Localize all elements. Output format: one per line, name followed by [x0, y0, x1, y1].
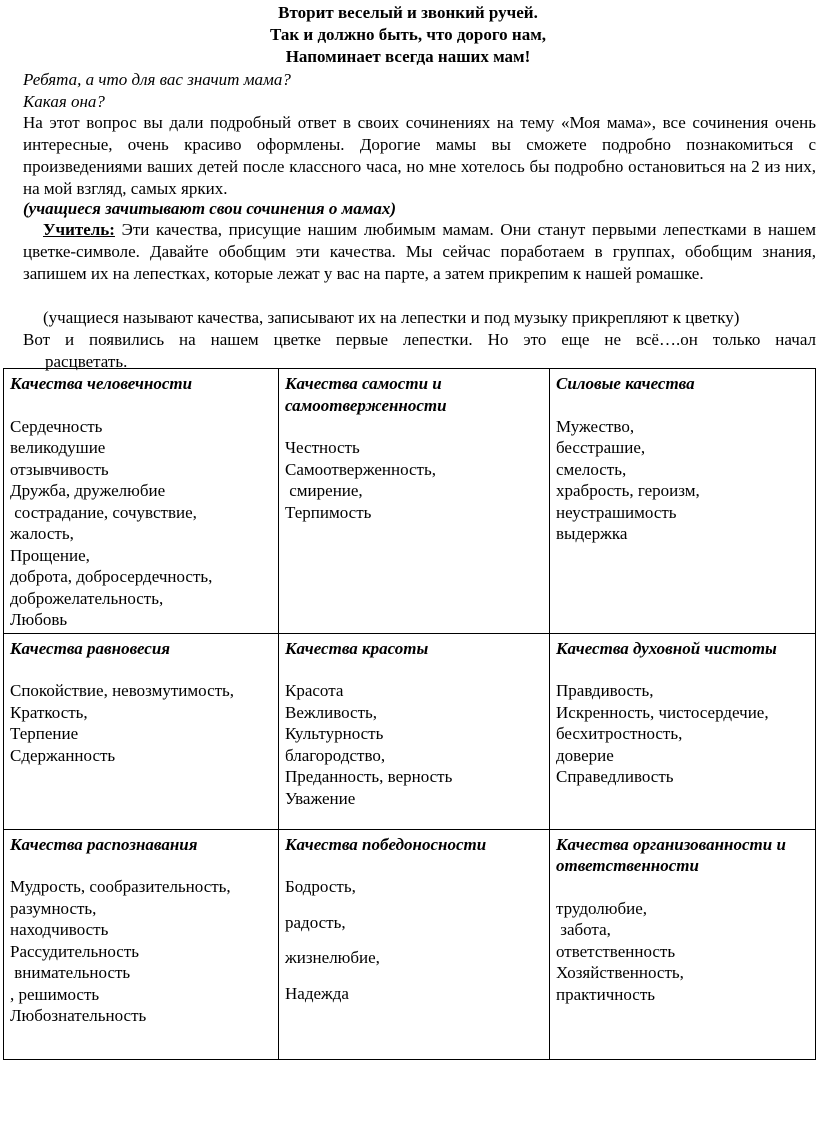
quality-item: Преданность, верность — [285, 767, 453, 786]
quality-item: сострадание, сочувствие, — [10, 502, 197, 522]
poem-line: Вторит веселый и звонкий ручей. — [278, 3, 538, 22]
quality-item: Рассудительность — [10, 941, 140, 961]
cell-title: Качества равновесия — [10, 638, 171, 658]
quality-item: неустрашимость — [556, 502, 677, 522]
quality-item: Любознательность — [10, 1006, 147, 1025]
quality-item: забота, — [556, 920, 611, 939]
stage-direction: (учащиеся называют качества, записывают их на лепестки и под музыку прикрепляют к цветку) — [43, 308, 740, 327]
quality-item: Бодрость, — [285, 877, 356, 896]
quality-item: Дружба, дружелюбие — [10, 481, 166, 500]
quality-item: трудолюбие, — [556, 898, 647, 918]
quality-item: радость, — [285, 912, 346, 932]
quality-cell — [4, 829, 279, 1059]
quality-item: Хозяйственность, — [556, 963, 684, 982]
quality-item: выдержка — [556, 524, 628, 543]
teacher-text: Эти качества, присущие нашим любимым мамам. Они станут первыми лепестками в нашем цветке-символе. Давайте обобщим эти качества. Мы сейчас поработаем в группах, обобщим знания, запишем их на лепестках, которые лежат у вас на парте, а затем прикрепим к нашей ромашке. — [23, 220, 816, 283]
qualities-table — [3, 368, 816, 1060]
table-row — [4, 829, 816, 1059]
cell-title: Качества самости и самоотверженности — [285, 374, 447, 415]
quality-cell — [4, 369, 279, 634]
quality-item: Честность — [285, 438, 360, 457]
quality-item: разумность, — [10, 898, 97, 918]
closing-paragraph: Вот и появились на нашем цветке первые лепестки. Но это еще не всё….он только начал — [23, 330, 816, 349]
quality-item: смелость, — [556, 459, 627, 479]
quality-item: Самоотверженность, — [285, 459, 436, 479]
quality-item: Терпимость — [285, 502, 372, 522]
quality-item: Прощение, — [10, 545, 90, 565]
quality-item: жалость, — [10, 524, 74, 543]
poem-line: Напоминает всегда наших мам! — [285, 47, 531, 66]
poem-line: Так и должно быть, что дорого нам, — [269, 25, 547, 44]
quality-item: Надежда — [285, 983, 349, 1003]
quality-item: Красота — [285, 681, 344, 700]
question-line: Какая она? — [23, 92, 105, 111]
quality-cell — [279, 369, 550, 634]
quality-item: ответственность — [556, 941, 676, 961]
cell-title: Качества духовной чистоты — [556, 638, 777, 658]
quality-item: , решимость — [10, 984, 100, 1004]
quality-item: внимательность — [10, 963, 131, 982]
quality-cell — [4, 633, 279, 829]
quality-item: великодушие — [10, 438, 106, 457]
quality-item: жизнелюбие, — [285, 948, 380, 967]
quality-item: доброжелательность, — [10, 588, 164, 608]
poem-stanza — [0, 2, 816, 68]
quality-cell — [550, 369, 816, 634]
quality-item: Справедливость — [556, 767, 674, 786]
quality-item: Вежливость, — [285, 702, 378, 722]
cell-title: Силовые качества — [556, 374, 695, 393]
cell-title: Качества человечности — [10, 374, 193, 393]
quality-item: Сдержанность — [10, 745, 116, 765]
quality-item: Уважение — [285, 788, 356, 808]
cell-title: Качества организованности и ответственности — [556, 834, 786, 875]
quality-cell — [550, 829, 816, 1059]
table-row — [4, 633, 816, 829]
table-row — [4, 369, 816, 634]
quality-item: Спокойствие, невозмутимость, — [10, 681, 235, 700]
cell-title: Качества красоты — [285, 638, 429, 658]
closing-paragraph-end: расцветать. — [45, 352, 128, 371]
quality-item: практичность — [556, 984, 656, 1004]
quality-item: Краткость, — [10, 702, 88, 722]
quality-item: Искренность, чистосердечие, — [556, 702, 769, 722]
cell-title: Качества распознавания — [10, 834, 198, 854]
quality-item: доброта, добросердечность, — [10, 567, 213, 586]
quality-item: бесстрашие, — [556, 438, 646, 457]
quality-cell — [279, 633, 550, 829]
quality-item: Терпение — [10, 724, 79, 743]
quality-item: храбрость, героизм, — [556, 481, 700, 500]
quality-item: Мудрость, сообразительность, — [10, 877, 231, 896]
teacher-label: Учитель: — [43, 220, 115, 239]
cell-title: Качества победоносности — [285, 834, 487, 854]
quality-item: отзывчивость — [10, 459, 109, 479]
quality-item: находчивость — [10, 920, 109, 939]
quality-item: Сердечность — [10, 416, 103, 436]
quality-item: Культурность — [285, 724, 384, 743]
intro-paragraph: На этот вопрос вы дали подробный ответ в своих сочинениях на тему «Моя мама», все сочинения очень интересные, очень красиво оформлены. Дорогие мамы вы сможете подробно познакомиться с произведениями ваших детей после классного часа, но мне хотелось бы подробно остановиться на 2 из них, на мой взгляд, самых ярких. — [23, 113, 816, 198]
quality-item: благородство, — [285, 745, 386, 765]
quality-cell — [279, 829, 550, 1059]
teacher-paragraph — [23, 219, 816, 285]
quality-item: доверие — [556, 745, 614, 765]
quality-item: бесхитростность, — [556, 724, 683, 743]
quality-cell — [550, 633, 816, 829]
quality-item: смирение, — [285, 481, 363, 500]
stage-direction: (учащиеся зачитывают свои сочинения о мамах) — [23, 199, 397, 218]
quality-item: Правдивость, — [556, 681, 654, 700]
question-line: Ребята, а что для вас значит мама? — [23, 70, 291, 89]
quality-item: Мужество, — [556, 416, 635, 436]
quality-item: Любовь — [10, 610, 68, 629]
